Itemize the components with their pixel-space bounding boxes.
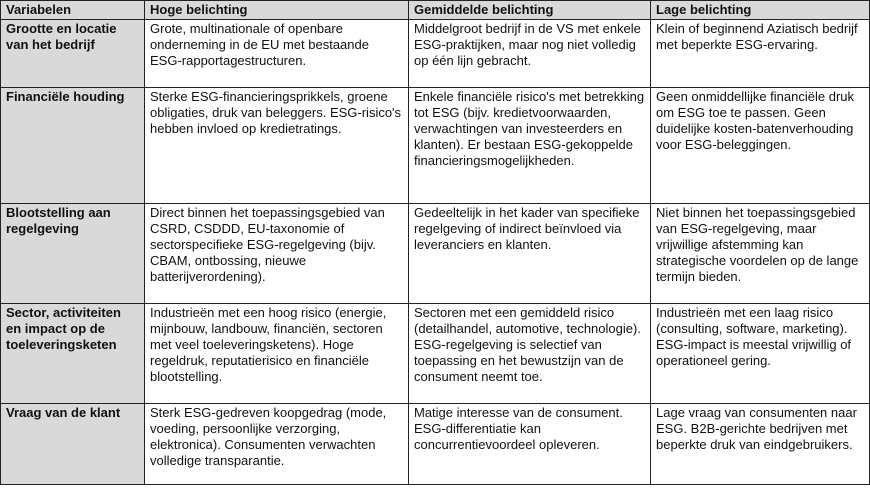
cell-high: Sterk ESG-gedreven koopgedrag (mode, voeding, persoonlijke verzorging, elektronica). Consumenten verwachten volledige transparantie.: [145, 404, 409, 485]
cell-low: Geen onmiddellijke financiële druk om ESG toe te passen. Geen duidelijke kosten-batenverhouding voor ESG-beleggingen.: [651, 88, 870, 204]
cell-low: Klein of beginnend Aziatisch bedrijf met beperkte ESG-ervaring.: [651, 20, 870, 88]
cell-medium: Middelgroot bedrijf in de VS met enkele ESG-praktijken, maar nog niet volledig op één lijn gebracht.: [409, 20, 651, 88]
row-variable-label: Vraag van de klant: [1, 404, 145, 485]
table-row: [1, 20, 870, 88]
cell-low: Industrieën met een laag risico (consulting, software, marketing). ESG-impact is meestal vrijwillig of operationeel gering.: [651, 304, 870, 404]
row-variable-label: Grootte en locatie van het bedrijf: [1, 20, 145, 88]
cell-medium: Gedeeltelijk in het kader van specifieke regelgeving of indirect beïnvloed via leveranciers en klanten.: [409, 204, 651, 304]
table-row: [1, 88, 870, 204]
cell-low: Niet binnen het toepassingsgebied van ESG-regelgeving, maar vrijwillige afstemming kan strategische voordelen op de lange termijn bieden.: [651, 204, 870, 304]
table-row: [1, 304, 870, 404]
header-variables: Variabelen: [1, 1, 145, 20]
row-variable-label: Financiële houding: [1, 88, 145, 204]
header-low-exposure: Lage belichting: [651, 1, 870, 20]
cell-medium: Sectoren met een gemiddeld risico (detailhandel, automotive, technologie). ESG-regelgeving is selectief van toepassing en het bewustzijn van de consument neemt toe.: [409, 304, 651, 404]
cell-high: Industrieën met een hoog risico (energie, mijnbouw, landbouw, financiën, sectoren met veel toeleveringsketens). Hoge regeldruk, reputatierisico en financiële blootstelling.: [145, 304, 409, 404]
cell-medium: Matige interesse van de consument. ESG-differentiatie kan concurrentievoordeel opleveren.: [409, 404, 651, 485]
header-medium-exposure: Gemiddelde belichting: [409, 1, 651, 20]
table-row: [1, 404, 870, 485]
cell-low: Lage vraag van consumenten naar ESG. B2B-gerichte bedrijven met beperkte druk van eindgebruikers.: [651, 404, 870, 485]
row-variable-label: Sector, activiteiten en impact op de toeleveringsketen: [1, 304, 145, 404]
row-variable-label: Blootstelling aan regelgeving: [1, 204, 145, 304]
cell-medium: Enkele financiële risico's met betrekking tot ESG (bijv. kredietvoorwaarden, verwachtingen van investeerders en klanten). Er bestaan ESG-gekoppelde financieringsmogelijkheden.: [409, 88, 651, 204]
cell-high: Sterke ESG-financieringsprikkels, groene obligaties, druk van beleggers. ESG-risico's hebben invloed op kredietratings.: [145, 88, 409, 204]
table-row: [1, 204, 870, 304]
cell-high: Direct binnen het toepassingsgebied van CSRD, CSDDD, EU-taxonomie of sectorspecifieke ESG-regelgeving (bijv. CBAM, ontbossing, nieuwe batterijverordening).: [145, 204, 409, 304]
header-high-exposure: Hoge belichting: [145, 1, 409, 20]
cell-high: Grote, multinationale of openbare onderneming in de EU met bestaande ESG-rapportagestructuren.: [145, 20, 409, 88]
header-row: [1, 1, 870, 20]
